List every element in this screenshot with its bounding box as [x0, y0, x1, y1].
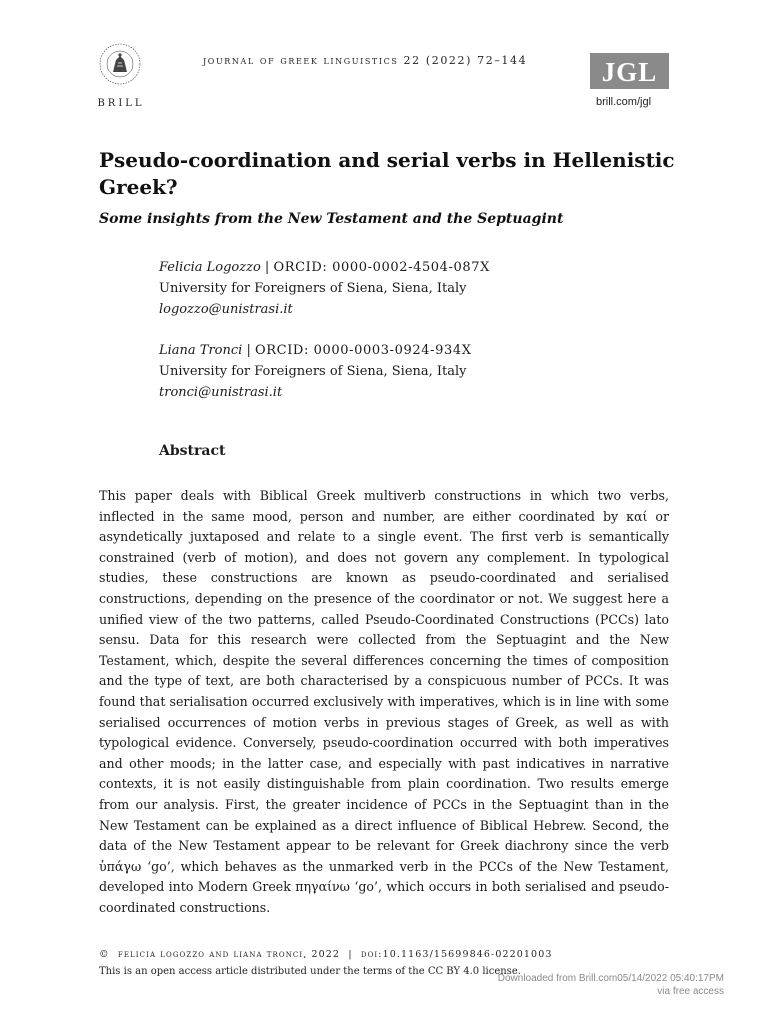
author-orcid-link[interactable]: ORCID: 0000-0003-0924-934X: [255, 343, 472, 358]
brill-seal-icon: [98, 42, 142, 86]
author-name: Liana Tronci: [159, 343, 243, 358]
publisher-name: BRILL: [97, 98, 145, 109]
author-email-link[interactable]: logozzo@unistrasi.it: [159, 302, 293, 317]
author-separator: |: [264, 260, 270, 275]
author-name: Felicia Logozzo: [159, 260, 261, 275]
download-line: Downloaded from Brill.com05/14/2022 05:40:17PM: [497, 973, 724, 984]
doi-link[interactable]: doi:10.1163/15699846-02201003: [360, 949, 553, 960]
article-subtitle: Some insights from the New Testament and the Septuagint: [99, 211, 564, 227]
access-line: via free access: [657, 986, 724, 997]
author-separator: |: [246, 343, 251, 358]
author-email-link[interactable]: tronci@unistrasi.it: [159, 385, 283, 400]
abstract-heading: Abstract: [159, 443, 226, 459]
copyright-icon: ©: [99, 949, 110, 960]
abstract-text: This paper deals with Biblical Greek multiverb constructions in which two verbs, inflected in the same mood, person and number, are either coordinated by καί or asyndetically juxtaposed and relate to a single event. The first verb is semantically constrained (verb of motion), and does not govern any complement. In typological studies, these constructions are known as pseudo-coordinated and serialised constructions, depending on the presence of the coordinator or not. We suggest here a unified view of the two patterns, called Pseudo-Coordinated Constructions (PCCs) lato sensu. Data for this research were collected from the Septuagint and the New Testament, which, despite the several differences concerning the times of composition and the type of text, are both characterised by a conspicuous number of PCCs. It was found that serialisation occurred exclusively with imperatives, which is in line with some serialised occurrences of motion verbs in previous stages of Greek, as well as with typological evidence. Conversely, pseudo-coordination occurred with both imperatives and other moods; in the latter case, and especially with past indicatives in narrative contexts, it is not easily distinguishable from plain coordination. Two results emerge from our analysis. First, the greater incidence of PCCs in the Septuagint than in the New Testament can be explained as a direct influence of Biblical Hebrew. Second, the data of the New Testament appear to be relevant for Greek diachrony since the verb ὑπάγω ‘go’, which behaves as the unmarked verb in the PCCs of the New Testament, developed into Modern Greek πηγαίνω ‘go’, which occurs in both serialised and pseudo-coordinated constructions.: [99, 488, 669, 915]
author-block: [159, 340, 472, 403]
journal-url-link[interactable]: brill.com/jgl: [596, 96, 652, 108]
license-note: This is an open access article distributed under the terms of the CC BY 4.0 license.: [99, 966, 521, 977]
copyright-line: [99, 949, 553, 960]
copyright-separator: |: [348, 949, 353, 960]
journal-header-line: journal of greek linguistics 22 (2022) 72–144: [203, 54, 528, 67]
author-affiliation: University for Foreigners of Siena, Siena, Italy: [159, 364, 467, 379]
brill-logo: [94, 42, 148, 109]
download-watermark: [498, 972, 724, 998]
author-orcid-link[interactable]: ORCID: 0000-0002-4504-087X: [273, 260, 491, 275]
copyright-holders: felicia logozzo and liana tronci, 2022: [117, 949, 341, 960]
author-block: [159, 257, 490, 320]
article-title: Pseudo-coordination and serial verbs in Hellenistic Greek?: [99, 148, 675, 199]
author-affiliation: University for Foreigners of Siena, Siena, Italy: [159, 281, 467, 296]
journal-badge: JGL: [590, 53, 669, 89]
